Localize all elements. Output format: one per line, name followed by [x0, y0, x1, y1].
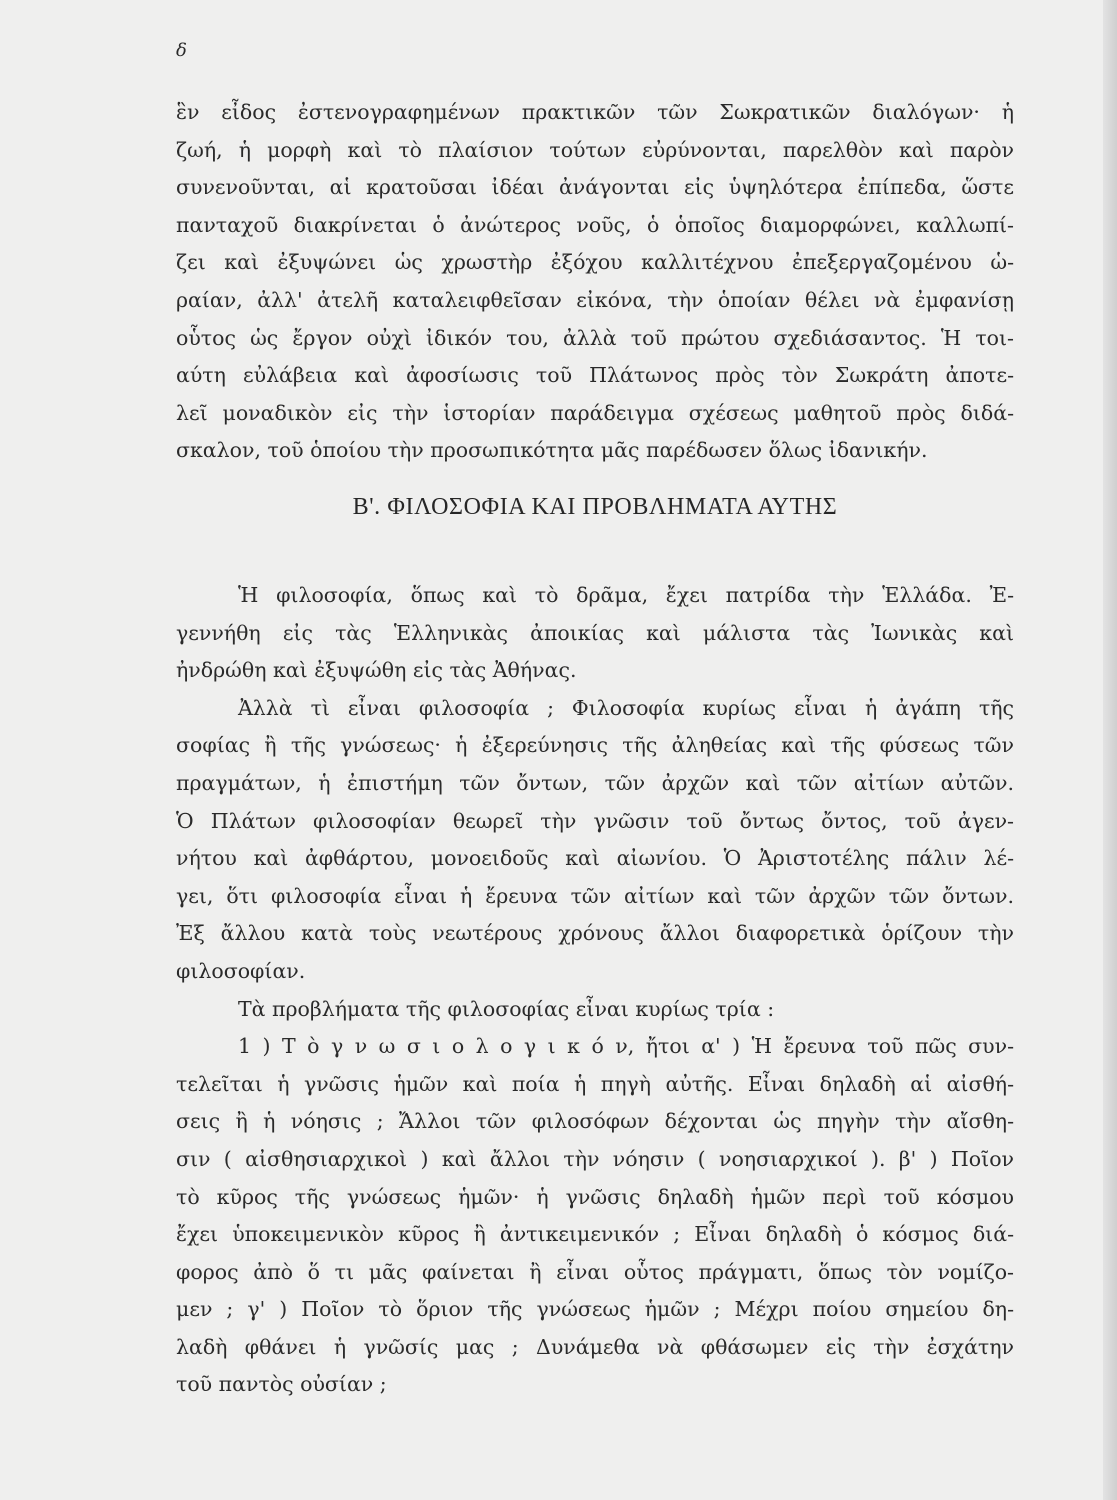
text-line: σοφίας ἢ τῆς γνώσεως· ἡ ἐξερεύνησις τῆς ἀληθείας καὶ τῆς φύσεως τῶν	[176, 733, 1014, 758]
text-line: ἓν εἶδος ἐστενογραφημένων πρακτικῶν τῶν Σωκρατικῶν διαλόγων· ἡ	[176, 100, 1014, 124]
text-line: Ἡ φιλοσοφία, ὅπως καὶ τὸ δρᾶμα, ἔχει πατρίδα τὴν Ἑλλάδα. Ἐ-	[238, 583, 1014, 607]
text-line: ζει καὶ ἐξυψώνει ὡς χρωστὴρ ἐξόχου καλλιτέχνου ἐπεξεργαζομένου ὡ-	[176, 250, 1014, 275]
text-line: ζωή, ἡ μορφὴ καὶ τὸ πλαίσιον τούτων εὐρύνονται, παρελθὸν καὶ παρὸν	[176, 137, 1014, 162]
page-number: δ	[176, 40, 187, 61]
text-line: μεν ; γ' ) Ποῖον τὸ ὅριον τῆς γνώσεως ἡμῶν ; Μέχρι ποίου σημείου δη-	[176, 1297, 1014, 1322]
text-line: ἔχει ὑποκειμενικὸν κῦρος ἢ ἀντικειμενικόν ; Εἶναι δηλαδὴ ὁ κόσμος διά-	[176, 1222, 1014, 1247]
text-line: λεῖ μοναδικὸν εἰς τὴν ἱστορίαν παράδειγμα σχέσεως μαθητοῦ πρὸς διδά-	[176, 400, 1014, 425]
text-line: συνενοῦνται, αἱ κρατοῦσαι ἰδέαι ἀνάγονται εἰς ὑψηλότερα ἐπίπεδα, ὥστε	[176, 175, 1014, 200]
text-line: σιν ( αἰσθησιαρχικοὶ ) καὶ ἄλλοι τὴν νόησιν ( νοησιαρχικοί ). β' ) Ποῖον	[176, 1146, 1014, 1171]
text-line: αύτη εὐλάβεια καὶ ἀφοσίωσις τοῦ Πλάτωνος πρὸς τὸν Σωκράτη ἀποτε-	[176, 363, 1014, 388]
top-paragraph	[176, 94, 1014, 470]
text-line: γει, ὅτι φιλοσοφία εἶναι ἡ ἔρευνα τῶν αἰτίων καὶ τῶν ἀρχῶν τῶν ὄντων.	[176, 883, 1014, 908]
text-line: ραίαν, ἀλλ' ἀτελῆ καταλειφθεῖσαν εἰκόνα, τὴν ὁποίαν θέλει νὰ ἐμφανίσῃ	[176, 287, 1014, 312]
text-line: νήτου καὶ ἀφθάρτου, μονοειδοῦς καὶ αἰωνίου. Ὁ Ἀριστοτέλης πάλιν λέ-	[176, 846, 1014, 871]
text-line: Ἀλλὰ τὶ εἶναι φιλοσοφία ; Φιλοσοφία κυρίως εἶναι ἡ ἀγάπη τῆς	[238, 695, 1014, 720]
text-line: Ἐξ ἄλλου κατὰ τοὺς νεωτέρους χρόνους ἄλλοι διαφορετικὰ ὁρίζουν τὴν	[176, 921, 1014, 946]
text-line: σεις ἢ ἡ νόησις ; Ἄλλοι τῶν φιλοσόφων δέχονται ὡς πηγὴν τὴν αἴσθη-	[176, 1109, 1014, 1134]
section-heading: Β'. ΦΙΛΟΣΟΦΙΑ ΚΑΙ ΠΡΟΒΛΗΜΑΤΑ ΑΥΤΗΣ	[352, 494, 838, 520]
text-line: Τὰ προβλήματα τῆς φιλοσοφίας εἶναι κυρίως τρία :	[238, 996, 775, 1021]
text-line: οὗτος ὡς ἔργον οὐχὶ ἰδικόν του, ἀλλὰ τοῦ πρώτου σχεδιάσαντος. Ἡ τοι-	[176, 325, 1014, 350]
page-edge-shadow	[1103, 0, 1117, 1500]
text-line: πραγμάτων, ἡ ἐπιστήμη τῶν ὄντων, τῶν ἀρχῶν καὶ τῶν αἰτίων αὐτῶν.	[176, 770, 1014, 795]
text-line: φιλοσοφίαν.	[176, 958, 306, 983]
text-line: Ὁ Πλάτων φιλοσοφίαν θεωρεῖ τὴν γνῶσιν τοῦ ὄντως ὄντος, τοῦ ἀγεν-	[176, 808, 1014, 833]
text-line: τελεῖται ἡ γνῶσις ἡμῶν καὶ ποία ἡ πηγὴ αὐτῆς. Εἶναι δηλαδὴ αἱ αἰσθή-	[176, 1071, 1014, 1096]
text-line: γεννήθη εἰς τὰς Ἑλληνικὰς ἀποικίας καὶ μάλιστα τὰς Ἰωνικὰς καὶ	[176, 620, 1014, 645]
text-line: τοῦ παντὸς οὐσίαν ;	[176, 1372, 387, 1397]
text-line: 1 ) Τ ὸ γ ν ω σ ι ο λ ο γ ι κ ό ν, ἤτοι α' ) Ἡ ἔρευνα τοῦ πῶς συν-	[238, 1034, 1014, 1059]
text-line: φορος ἀπὸ ὅ τι μᾶς φαίνεται ἢ εἶναι οὗτος πράγματι, ὅπως τὸν νομίζο-	[176, 1259, 1014, 1284]
text-line: σκαλον, τοῦ ὁποίου τὴν προσωπικότητα μᾶς παρέδωσεν ὅλως ἰδανικήν.	[176, 438, 928, 463]
text-line: τὸ κῦρος τῆς γνώσεως ἡμῶν· ἡ γνῶσις δηλαδὴ ἡμῶν περὶ τοῦ κόσμου	[176, 1184, 1014, 1209]
text-line: λαδὴ φθάνει ἡ γνῶσίς μας ; Δυνάμεθα νὰ φθάσωμεν εἰς τὴν ἐσχάτην	[176, 1334, 1014, 1359]
body-text	[176, 577, 1014, 1404]
text-line: ἠνδρώθη καὶ ἐξυψώθη εἰς τὰς Ἀθήνας.	[176, 658, 577, 683]
text-line: πανταχοῦ διακρίνεται ὁ ἀνώτερος νοῦς, ὁ ὁποῖος διαμορφώνει, καλλωπί-	[176, 212, 1014, 237]
